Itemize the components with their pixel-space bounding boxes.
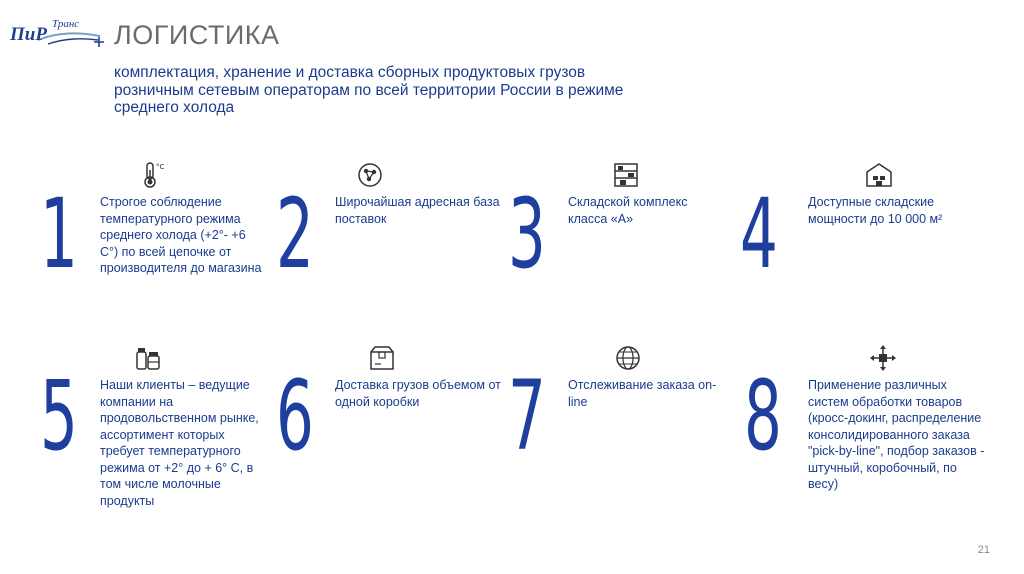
warehouse-icon [865, 161, 893, 189]
cross-dock-icon [869, 344, 897, 372]
item-text: Широчайшая адресная база поставок [335, 195, 500, 226]
item-text: Доступные складские мощности до 10 000 м² [808, 195, 943, 226]
warehouse-rack-icon [612, 161, 640, 189]
page-subtitle: комплектация, хранение и доставка сборных продуктовых грузов розничным сетевым операторам по всей территории России в режиме среднего холода [114, 64, 624, 116]
item-text: Отслеживание заказа on-line [568, 378, 717, 409]
item-text: Применение различных систем обработки товаров (кросс-докинг, распределение консолидированного заказа "pick-by-line", подбор заказов - штучный, коробочный, по весу) [808, 378, 985, 491]
box-icon [368, 344, 396, 372]
item-text: Строгое соблюдение температурного режима среднего холода (+2°- +6 С°) по всей цепочке от производителя до магазина [100, 195, 262, 275]
thermometer-icon [138, 161, 166, 189]
page-title: ЛОГИСТИКА [114, 20, 280, 50]
item-number: 7 [508, 360, 546, 472]
company-logo [8, 18, 108, 54]
food-jars-icon [134, 344, 162, 372]
item-number: 3 [508, 178, 546, 290]
logo-main-text: ПиР [10, 24, 47, 45]
globe-icon [614, 344, 642, 372]
item-text: Доставка грузов объемом от одной коробки [335, 378, 501, 409]
page-number: 21 [977, 544, 990, 556]
item-number: 1 [40, 178, 78, 290]
item-text: Наши клиенты – ведущие компании на продовольственном рынке, ассортимент которых требует температурного режима от +2° до + 6° С, в том числе молочные продукты [100, 378, 259, 508]
item-number: 5 [40, 360, 78, 472]
item-number: 4 [740, 178, 778, 290]
logo-sup-text: Транс [52, 18, 80, 30]
item-number: 6 [276, 360, 314, 472]
item-number: 8 [744, 360, 782, 472]
item-number: 2 [276, 178, 314, 290]
item-text: Складской комплекс класса «А» [568, 195, 688, 226]
globe-network-icon [356, 161, 384, 189]
svg-text:°C: °C [156, 163, 165, 171]
